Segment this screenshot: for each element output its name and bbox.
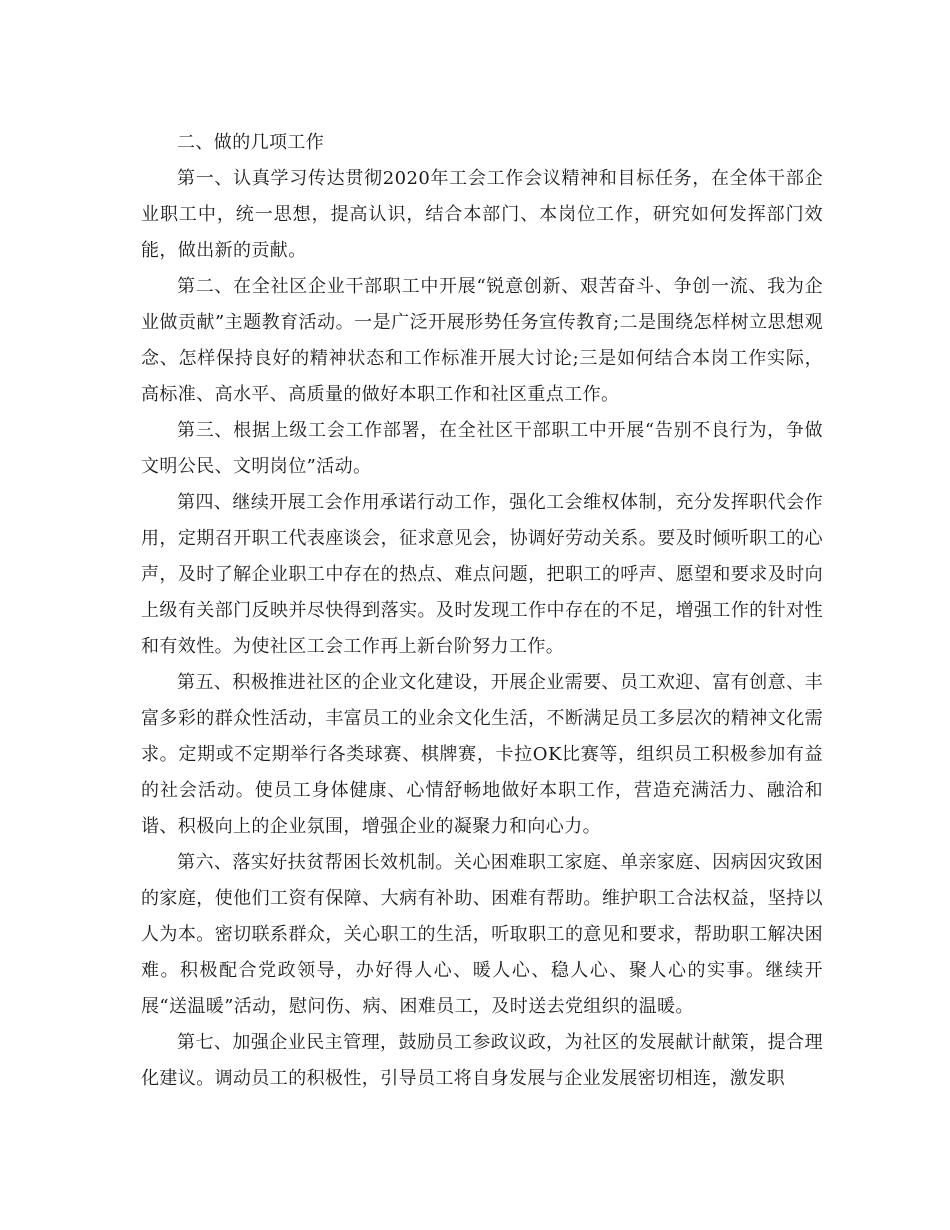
paragraph-6: 第六、落实好扶贫帮困长效机制。关心困难职工家庭、单亲家庭、因病因灾致困的家庭，使他们工资有保障、大病有补助、困难有帮助。维护职工合法权益，坚持以人为本。密切联系群众，关心职工的生活，听取职工的意见和要求，帮助职工解决困难。积极配合党政领导，办好得人心、暖人心、稳人心、聚人心的实事。继续开展“送温暖”活动，慰问伤、病、困难员工，及时送去党组织的温暖。 xyxy=(141,852,823,1017)
document-body xyxy=(141,125,823,1097)
paragraph-4: 第四、继续开展工会作用承诺行动工作，强化工会维权体制，充分发挥职代会作用，定期召开职工代表座谈会，征求意见会，协调好劳动关系。要及时倾听职工的心声，及时了解企业职工中存在的热点、难点问题，把职工的呼声、愿望和要求及时向上级有关部门反映并尽快得到落实。及时发现工作中存在的不足，增强工作的针对性和有效性。为使社区工会工作再上新台阶努力工作。 xyxy=(141,492,823,657)
paragraph-2: 第二、在全社区企业干部职工中开展“锐意创新、艰苦奋斗、争创一流、我为企业做贡献”主题教育活动。一是广泛开展形势任务宣传教育;二是围绕怎样树立思想观念、怎样保持良好的精神状态和工作标准开展大讨论;三是如何结合本岗工作实际，高标准、高水平、高质量的做好本职工作和社区重点工作。 xyxy=(141,276,823,405)
paragraph-3: 第三、根据上级工会工作部署，在全社区干部职工中开展“告别不良行为，争做文明公民、文明岗位”活动。 xyxy=(141,420,823,477)
paragraph-7: 第七、加强企业民主管理，鼓励员工参政议政，为社区的发展献计献策，提合理化建议。调动员工的积极性，引导员工将自身发展与企业发展密切相连，激发职 xyxy=(141,1032,823,1089)
section-heading: 二、做的几项工作 xyxy=(177,132,325,153)
paragraph-5: 第五、积极推进社区的企业文化建设，开展企业需要、员工欢迎、富有创意、丰富多彩的群众性活动，丰富员工的业余文化生活，不断满足员工多层次的精神文化需求。定期或不定期举行各类球赛、棋牌赛，卡拉OK比赛等，组织员工积极参加有益的社会活动。使员工身体健康、心情舒畅地做好本职工作，营造充满活力、融洽和谐、积极向上的企业氛围，增强企业的凝聚力和向心力。 xyxy=(141,672,823,837)
paragraph-1: 第一、认真学习传达贯彻2020年工会工作会议精神和目标任务，在全体干部企业职工中，统一思想，提高认识，结合本部门、本岗位工作，研究如何发挥部门效能，做出新的贡献。 xyxy=(141,168,823,261)
